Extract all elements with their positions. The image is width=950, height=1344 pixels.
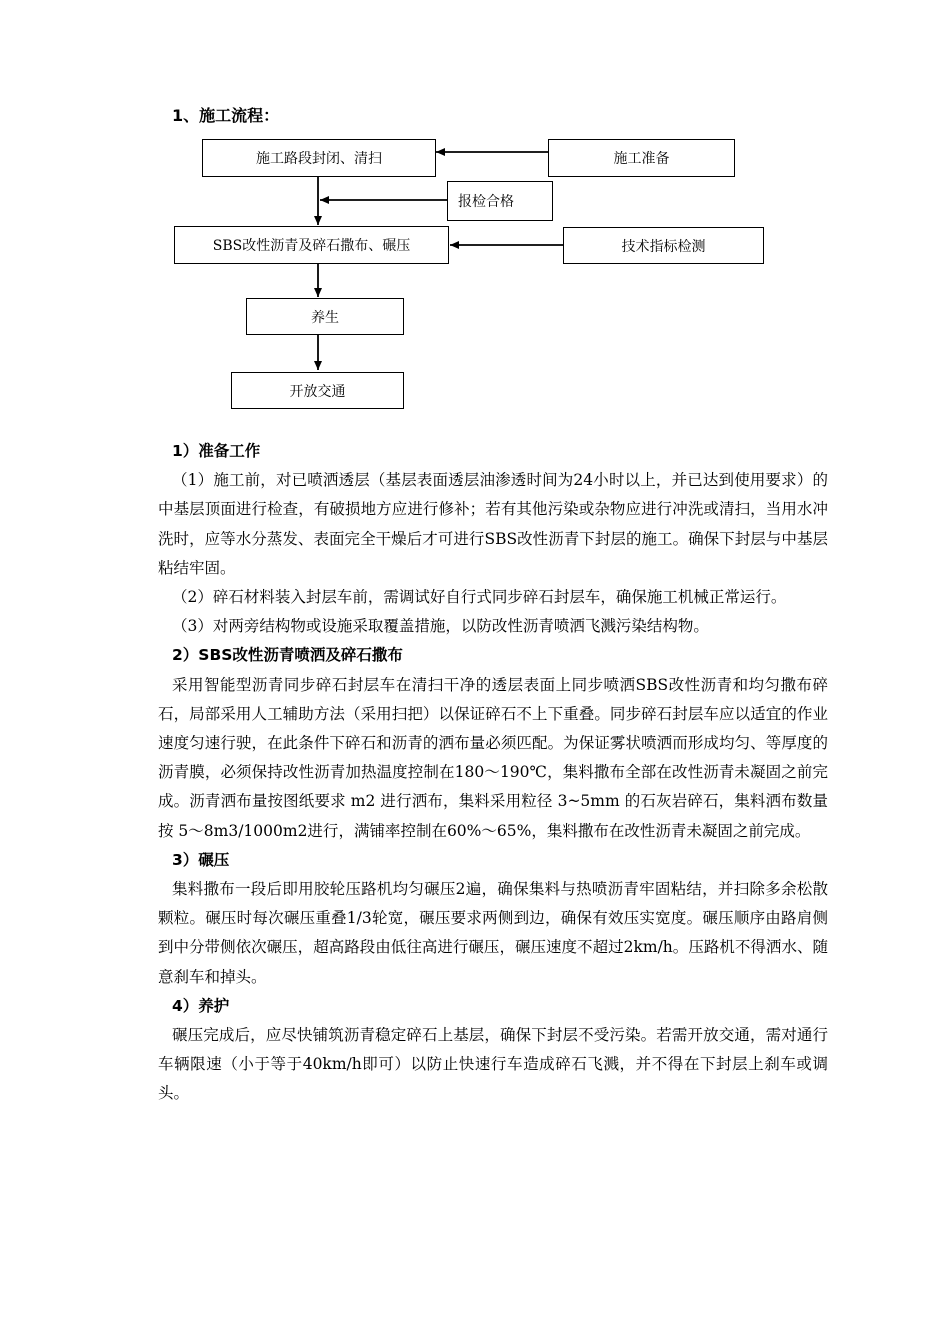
paragraph: （1）施工前，对已喷洒透层（基层表面透层油渗透时间为24小时以上，并已达到使用要求）的中基层顶面进行检查，有破损地方应进行修补；若有其他污染或杂物应进行冲洗或清扫，当用水冲洗时，应等水分蒸发、表面完全干燥后才可进行SBS改性沥青下封层的施工。确保下封层与中基层粘结牢固。 — [158, 471, 828, 577]
section-title-curing: 4）养护 — [172, 996, 230, 1015]
section-title-sbs-spraying: 2）SBS改性沥青喷洒及碎石撒布 — [172, 646, 403, 665]
paragraph: 采用智能型沥青同步碎石封层车在清扫干净的透层表面上同步喷洒SBS改性沥青和均匀撒布碎石，局部采用人工辅助方法（采用扫把）以保证碎石不上下重叠。同步碎石封层车应以适宜的作业速度匀速行驶，在此条件下碎石和沥青的洒布量必须匹配。为保证雾状喷洒而形成均匀、等厚度的沥青膜，必须保持改性沥青加热温度控制在180～190℃，集料撒布全部在改性沥青未凝固之前完成。沥青洒布量按图纸要求 m2 进行洒布，集料采用粒径 3~5mm 的石灰岩碎石，集料洒布数量按 5～8m3/1000m2进行，满铺率控制在60%～65%，集料撒布在改性沥青未凝固之前完成。 — [158, 675, 828, 840]
section-title-preparation: 1）准备工作 — [172, 442, 261, 460]
paragraph: 碾压完成后，应尽快铺筑沥青稳定碎石上基层，确保下封层不受污染。若需开放交通，需对通行车辆限速（小于等于40km/h即可）以防止快速行车造成碎石飞溅，并不得在下封层上刹车或调头。 — [158, 1026, 828, 1103]
flow-box-tech-check: 技术指标检测 — [563, 227, 764, 264]
paragraph: （3）对两旁结构物或设施采取覆盖措施，以防改性沥青喷洒飞溅污染结构物。 — [172, 617, 709, 636]
flow-box-open-traffic: 开放交通 — [231, 372, 404, 409]
flow-box-inspection: 报检合格 — [447, 181, 553, 221]
flow-box-close-clean: 施工路段封闭、清扫 — [202, 139, 436, 177]
section-heading-construction-flow: 1、施工流程： — [172, 106, 280, 125]
paragraph: 集料撒布一段后即用胶轮压路机均匀碾压2遍，确保集料与热喷沥青牢固粘结，并扫除多余松散颗粒。碾压时每次碾压重叠1/3轮宽，碾压要求两侧到边，确保有效压实宽度。碾压顺序由路肩侧到中分带侧依次碾压，超高路段由低往高进行碾压，碾压速度不超过2km/h。压路机不得洒水、随意刹车和掉头。 — [158, 880, 828, 986]
flow-box-prepare: 施工准备 — [548, 139, 735, 177]
paragraph: （2）碎石材料装入封层车前，需调试好自行式同步碎石封层车，确保施工机械正常运行。 — [172, 588, 787, 607]
flow-box-sbs-spread: SBS改性沥青及碎石撒布、碾压 — [174, 226, 449, 264]
flow-box-curing: 养生 — [246, 298, 404, 335]
section-title-rolling: 3）碾压 — [172, 850, 230, 869]
document-body — [158, 437, 828, 1109]
